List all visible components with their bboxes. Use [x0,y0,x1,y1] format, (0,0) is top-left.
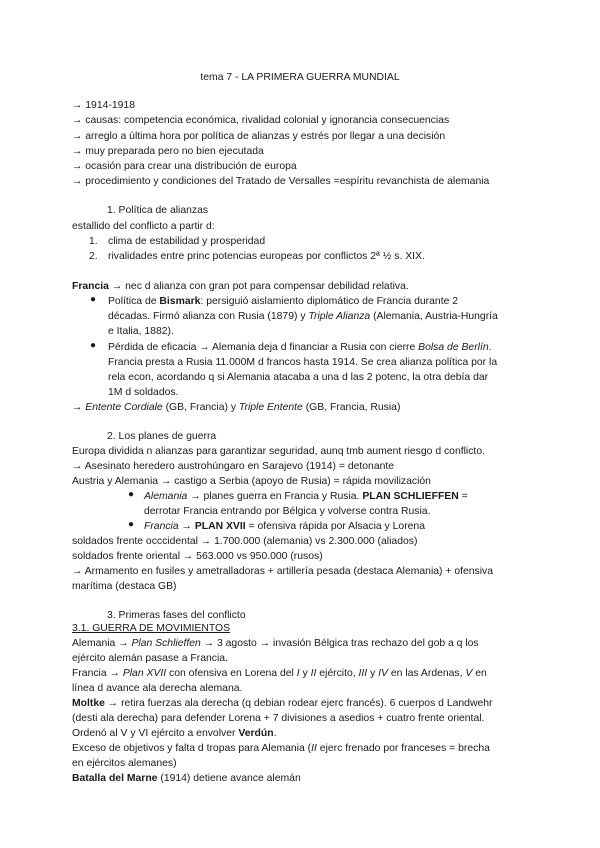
italic-term: Bolsa de Berlín [418,342,489,353]
italic-term: Triple Alianza [308,311,371,322]
paragraph-line [72,741,490,756]
page-title: tema 7 - LA PRIMERA GUERRA MUNDIAL [200,72,400,83]
text: en las Ardenas, [388,668,466,679]
italic-term: V [465,668,473,679]
bold-term: PLAN XVII [194,521,246,532]
bullet-line: e Italia, 1882). [108,326,174,337]
paragraph-line: soldados frente occcidental → 1.700.000 (alemania) vs 2.300.000 (aliados) [72,536,418,547]
paragraph-line: línea d avance ala derecha alemana. [72,683,243,694]
text: Exceso de objetivos y falta d tropas para Alemania ( [72,743,312,754]
text: Alemania → [72,638,132,649]
text: (GB, Francia, Rusia) [302,402,401,413]
text: → nec d alianza con gran pot para compensar debilidad relativa. [108,281,409,292]
italic-term: Triple Entente [238,402,303,413]
bullet-dot: ● [90,340,97,351]
text: = ofensiva rápida por Alsacia y Lorena [245,521,425,532]
bullet-line [144,519,425,534]
text: → 3 agosto → invasión Bélgica tras rechazo del gob a q los [200,638,479,649]
section-heading: 2. Los planes de guerra [107,431,217,442]
paragraph-line: Europa dividida n alianzas para garantizar seguridad, aunq tmb aument riesgo d conflicto. [72,446,485,457]
text: → planes guerra en Francia y Rusia. [187,491,363,502]
italic-term: II [311,743,317,754]
intro-line: → ocasión para crear una distribución de europa [72,161,297,172]
bullet-line [144,489,468,504]
text: → [178,521,195,532]
text: : persiguió aislamiento diplomático de Francia durante 2 [200,296,459,307]
bold-term: Bismark [159,296,201,307]
text: → [72,402,86,413]
text: Ordenó al V y VI ejército a envolver [72,728,239,739]
text: = [458,491,468,502]
italic-term: Plan Schlieffen [131,638,201,649]
bold-term: Batalla del Marne [72,773,158,784]
intro-line: → arreglo a última hora por política de alianzas y estrés por llegar a una decisión [72,131,446,142]
intro-line: → causas: competencia económica, rivalidad colonial y ignorancia consecuencias [72,115,450,126]
bullet-line: rela econ, acordando q si Alemania atacaba a una d las 2 potenc, la otra debía dar [108,372,489,383]
text: (1914) detiene avance alemán [157,773,301,784]
italic-term: IV [378,668,388,679]
text: . [488,342,492,353]
paragraph-line: ejército alemán pasase a Francia. [72,653,228,664]
paragraph-line: estallido del conflicto a partir d: [72,221,215,232]
bold-term: PLAN SCHLIEFFEN [362,491,459,502]
list-item: clima de estabilidad y prosperidad [108,236,266,247]
text: Francia → [72,668,123,679]
section-heading: 3. Primeras fases del conflicto [107,610,246,621]
underlined-heading: 3.1. GUERRA DE MOVIMIENTOS [72,623,231,634]
bold-term: Francia [72,281,109,292]
bold-term: Moltke [72,698,105,709]
italic-term: Entente Cordiale [85,402,163,413]
intro-line: → 1914-1918 [72,100,135,111]
text: décadas. Firmó alianza con Rusia (1879) y [108,311,309,322]
paragraph-line: → Asesinato heredero austrohúngaro en Sarajevo (1914) = detonante [72,461,395,472]
paragraph-line [72,771,301,786]
bullet-line: 1M d soldados. [108,387,179,398]
text: . [273,728,277,739]
text: Pérdida de eficacia → Alemania deja d financiar a Rusia con cierre [108,342,419,353]
paragraph-line [72,400,400,415]
italic-term: Plan XVII [122,668,167,679]
bullet-dot: ● [128,519,135,530]
paragraph-line: marítima (destaca GB) [72,581,177,592]
bullet-line [108,294,458,309]
list-item: rivalidades entre princ potencias europeas por conflictos 2ª ½ s. XIX. [108,251,425,262]
text: → retira fuerzas ala derecha (q debian rodear ejerc francés). 6 cuerpos d Landwehr [104,698,493,709]
section-heading: 1. Política de alianzas [107,205,209,216]
text: con ofensiva en Lorena del [166,668,297,679]
italic-term: Francia [144,521,179,532]
text: y [299,668,311,679]
text: en [472,668,487,679]
intro-line: → muy preparada pero no bien ejecutada [72,146,264,157]
paragraph-line [72,636,479,651]
text: (GB, Francia) y [162,402,239,413]
paragraph-line: Austria y Alemania → castigo a Serbia (apoyo de Rusia) = rápida movilización [72,476,431,487]
bullet-line: Francia presta a Rusia 11.000M d francos hasta 1914. Se crea alianza política por la [108,357,498,368]
italic-term: I [296,668,300,679]
text: ejerc frenado por franceses = brecha [316,743,490,754]
paragraph-line [72,696,492,711]
list-number: 1. [89,236,98,247]
paragraph-line: en ejércitos alemanes) [72,758,177,769]
paragraph-line: → Armamento en fusiles y ametralladoras + artillería pesada (destaca Alemania) + ofensiva [72,566,494,577]
bullet-line [108,309,498,324]
intro-line: → procedimiento y condiciones del Tratado de Versalles =espíritu revanchista de alemania [72,176,490,187]
text: y [367,668,379,679]
bullet-line: derrotar Francia entrando por Bélgica y volverse contra Rusia. [144,506,431,517]
text: (Alemania, Austria-Hungría [370,311,498,322]
text: Política de [108,296,160,307]
paragraph-line [72,279,409,294]
text: ejército, [316,668,359,679]
italic-term: III [358,668,368,679]
bullet-dot: ● [90,294,97,305]
bullet-dot: ● [128,489,135,500]
paragraph-line: soldados frente oriental → 563.000 vs 950.000 (rusos) [72,551,323,562]
bullet-line [108,340,492,355]
paragraph-line [72,666,487,681]
italic-term: Alemania [144,491,188,502]
italic-term: II [310,668,317,679]
subsection-heading [72,621,230,636]
paragraph-line [72,726,276,741]
bold-term: Verdún [238,728,274,739]
paragraph-line: (desti ala derecha) para defender Lorena + 7 divisiones a asedios + cuatro frente oriental. [72,713,485,724]
list-number: 2. [89,251,98,262]
